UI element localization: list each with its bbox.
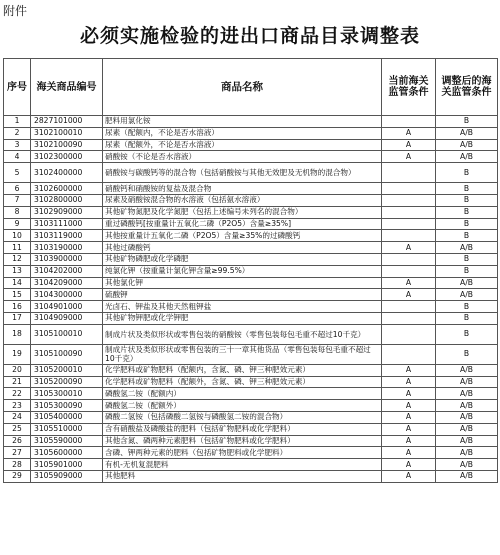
cell-code: 3105400000 [31,411,103,423]
cell-adjusted-condition: A/B [436,127,498,139]
table-row [4,324,498,344]
cell-adjusted-condition: A/B [436,459,498,471]
col-header-name: 商品名称 [103,59,382,116]
table-row [4,253,498,265]
commodity-table [3,58,498,483]
cell-code: 3105510000 [31,423,103,435]
cell-code: 3104901000 [31,301,103,313]
cell-code: 3105200010 [31,364,103,376]
table-header-row [4,59,498,116]
page-title: 必须实施检验的进出口商品目录调整表 [79,25,420,47]
cell-current-condition: A [382,459,436,471]
table-row [4,470,498,482]
cell-code: 3104300000 [31,289,103,301]
cell-code: 3103900000 [31,253,103,265]
cell-seq: 26 [4,435,31,447]
cell-current-condition: A [382,242,436,254]
cell-seq: 11 [4,242,31,254]
table-row [4,183,498,195]
cell-adjusted-condition: B [436,218,498,230]
table-row [4,194,498,206]
cell-name: 尿素（配额内，不论是否水溶液） [103,127,382,139]
table-row [4,116,498,128]
cell-name: 其他矿物氮肥及化学氮肥（包括上述编号未列名的混合物） [103,206,382,218]
cell-seq: 14 [4,277,31,289]
cell-current-condition [382,265,436,277]
table-row [4,447,498,459]
cell-current-condition: A [382,151,436,163]
table-row [4,242,498,254]
cell-seq: 20 [4,364,31,376]
cell-code: 3102300000 [31,151,103,163]
cell-code: 3105100010 [31,324,103,344]
cell-name: 含磷、钾两种元素的肥料（包括矿物肥料或化学肥料） [103,447,382,459]
cell-name: 光卤石、钾盐及其他天然粗钾盐 [103,301,382,313]
cell-seq: 15 [4,289,31,301]
cell-adjusted-condition: A/B [436,242,498,254]
cell-name: 尿素及硝酸铵混合物的水溶液（包括氨水溶液） [103,194,382,206]
cell-name: 磷酸氢二铵（配额内） [103,388,382,400]
cell-code: 3102400000 [31,163,103,183]
cell-seq: 7 [4,194,31,206]
cell-code: 2827101000 [31,116,103,128]
cell-current-condition: A [382,447,436,459]
cell-code: 3105909000 [31,470,103,482]
cell-adjusted-condition: B [436,116,498,128]
cell-name: 制成片状及类似形状或零售包装的三十一章其他货品（零售包装每包毛重不超过10千克） [103,344,382,364]
cell-name: 化学肥料或矿物肥料（配额外，含氮、磷、钾三种肥效元素） [103,376,382,388]
cell-current-condition: A [382,289,436,301]
cell-name: 肥料用氯化铵 [103,116,382,128]
cell-name: 磷酸二氢铵（包括磷酸二氢铵与磷酸氢二铵的混合物） [103,411,382,423]
cell-current-condition: A [382,127,436,139]
cell-seq: 18 [4,324,31,344]
cell-code: 3105200090 [31,376,103,388]
cell-code: 3102600000 [31,183,103,195]
cell-current-condition [382,312,436,324]
cell-adjusted-condition: B [436,344,498,364]
cell-code: 3102100010 [31,127,103,139]
cell-seq: 13 [4,265,31,277]
cell-current-condition: A [382,470,436,482]
cell-current-condition [382,163,436,183]
cell-seq: 6 [4,183,31,195]
cell-adjusted-condition: B [436,312,498,324]
cell-adjusted-condition: A/B [436,364,498,376]
table-row [4,265,498,277]
cell-name: 硝酸钙和硝酸铵的复盐及混合物 [103,183,382,195]
cell-seq: 27 [4,447,31,459]
cell-code: 3104202000 [31,265,103,277]
cell-seq: 23 [4,400,31,412]
cell-current-condition [382,218,436,230]
cell-name: 重过磷酸钙[按重量计五氧化二磷（P2O5）含量≥35%] [103,218,382,230]
table-row [4,388,498,400]
cell-name: 其他过磷酸钙 [103,242,382,254]
table-row [4,364,498,376]
cell-name: 其他矿物磷肥或化学磷肥 [103,253,382,265]
cell-seq: 2 [4,127,31,139]
cell-code: 3105300010 [31,388,103,400]
cell-seq: 5 [4,163,31,183]
cell-current-condition: A [382,364,436,376]
cell-code: 3102100090 [31,139,103,151]
table-row [4,206,498,218]
table-row [4,277,498,289]
cell-name: 制成片状及类似形状或零售包装的硝酸铵（零售包装每包毛重不超过10千克） [103,324,382,344]
table-row [4,312,498,324]
cell-code: 3103111000 [31,218,103,230]
cell-code: 3102800000 [31,194,103,206]
cell-name: 其他按重量计五氧化二磷（P2O5）含量≥35%的过磷酸钙 [103,230,382,242]
cell-seq: 10 [4,230,31,242]
cell-current-condition [382,194,436,206]
cell-name: 磷酸氢二铵（配额外） [103,400,382,412]
cell-adjusted-condition: B [436,265,498,277]
cell-current-condition [382,324,436,344]
cell-current-condition: A [382,277,436,289]
cell-adjusted-condition: A/B [436,277,498,289]
cell-adjusted-condition: B [436,163,498,183]
cell-adjusted-condition: B [436,301,498,313]
cell-name: 硝酸铵（不论是否水溶液） [103,151,382,163]
cell-current-condition: A [382,423,436,435]
cell-current-condition [382,206,436,218]
cell-code: 3102909000 [31,206,103,218]
cell-adjusted-condition: A/B [436,423,498,435]
col-header-current-condition: 当前海关监管条件 [382,59,436,116]
cell-adjusted-condition: A/B [436,388,498,400]
cell-current-condition: A [382,435,436,447]
cell-current-condition: A [382,411,436,423]
cell-code: 3105901000 [31,459,103,471]
cell-seq: 29 [4,470,31,482]
cell-code: 3105300090 [31,400,103,412]
table-row [4,151,498,163]
cell-code: 3103119000 [31,230,103,242]
cell-adjusted-condition: A/B [436,151,498,163]
col-header-seq: 序号 [4,59,31,116]
table-row [4,344,498,364]
cell-code: 3104209000 [31,277,103,289]
table-row [4,289,498,301]
cell-seq: 17 [4,312,31,324]
cell-adjusted-condition: A/B [436,376,498,388]
attachment-label: 附件 [3,4,28,18]
cell-code: 3105600000 [31,447,103,459]
cell-current-condition [382,230,436,242]
cell-adjusted-condition: A/B [436,139,498,151]
cell-seq: 8 [4,206,31,218]
cell-adjusted-condition: A/B [436,447,498,459]
cell-seq: 25 [4,423,31,435]
cell-seq: 19 [4,344,31,364]
cell-seq: 9 [4,218,31,230]
cell-code: 3105100090 [31,344,103,364]
cell-seq: 21 [4,376,31,388]
cell-name: 硫酸钾 [103,289,382,301]
table-row [4,218,498,230]
cell-name: 有机-无机复混肥料 [103,459,382,471]
cell-name: 其他氯化钾 [103,277,382,289]
table-row [4,423,498,435]
cell-current-condition: A [382,400,436,412]
cell-name: 含有硝酸盐及磷酸盐的肥料（包括矿物肥料或化学肥料） [103,423,382,435]
cell-adjusted-condition: B [436,206,498,218]
cell-name: 其他含氮、磷两种元素肥料（包括矿物肥料或化学肥料） [103,435,382,447]
cell-adjusted-condition: B [436,324,498,344]
table-body [4,116,498,483]
table-row [4,127,498,139]
cell-adjusted-condition: A/B [436,400,498,412]
cell-name: 尿素（配额外，不论是否水溶液） [103,139,382,151]
cell-seq: 12 [4,253,31,265]
cell-current-condition [382,116,436,128]
cell-current-condition [382,183,436,195]
table-row [4,376,498,388]
cell-adjusted-condition: A/B [436,411,498,423]
col-header-adjusted-condition: 调整后的海关监管条件 [436,59,498,116]
cell-adjusted-condition: B [436,253,498,265]
cell-current-condition: A [382,139,436,151]
cell-current-condition: A [382,376,436,388]
cell-name: 其他矿物钾肥或化学钾肥 [103,312,382,324]
table-row [4,230,498,242]
table-row [4,435,498,447]
cell-adjusted-condition: B [436,230,498,242]
cell-seq: 24 [4,411,31,423]
cell-adjusted-condition: B [436,183,498,195]
cell-name: 化学肥料或矿物肥料（配额内，含氮、磷、钾三种肥效元素） [103,364,382,376]
cell-name: 硝酸铵与碳酸钙等的混合物（包括硝酸铵与其他无效肥及无机物的混合物） [103,163,382,183]
cell-adjusted-condition: A/B [436,470,498,482]
table-row [4,411,498,423]
table-row [4,163,498,183]
cell-seq: 3 [4,139,31,151]
cell-current-condition [382,344,436,364]
cell-seq: 4 [4,151,31,163]
cell-code: 3103190000 [31,242,103,254]
cell-seq: 16 [4,301,31,313]
cell-name: 其他肥料 [103,470,382,482]
cell-seq: 1 [4,116,31,128]
cell-seq: 22 [4,388,31,400]
cell-adjusted-condition: A/B [436,435,498,447]
cell-name: 纯氯化钾（按重量计氯化钾含量≥99.5%） [103,265,382,277]
col-header-code: 海关商品编号 [31,59,103,116]
table-row [4,459,498,471]
cell-adjusted-condition: B [436,194,498,206]
cell-current-condition: A [382,388,436,400]
cell-seq: 28 [4,459,31,471]
cell-adjusted-condition: A/B [436,289,498,301]
cell-current-condition [382,253,436,265]
cell-code: 3105590000 [31,435,103,447]
table-row [4,301,498,313]
cell-code: 3104909000 [31,312,103,324]
table-row [4,400,498,412]
table-row [4,139,498,151]
cell-current-condition [382,301,436,313]
